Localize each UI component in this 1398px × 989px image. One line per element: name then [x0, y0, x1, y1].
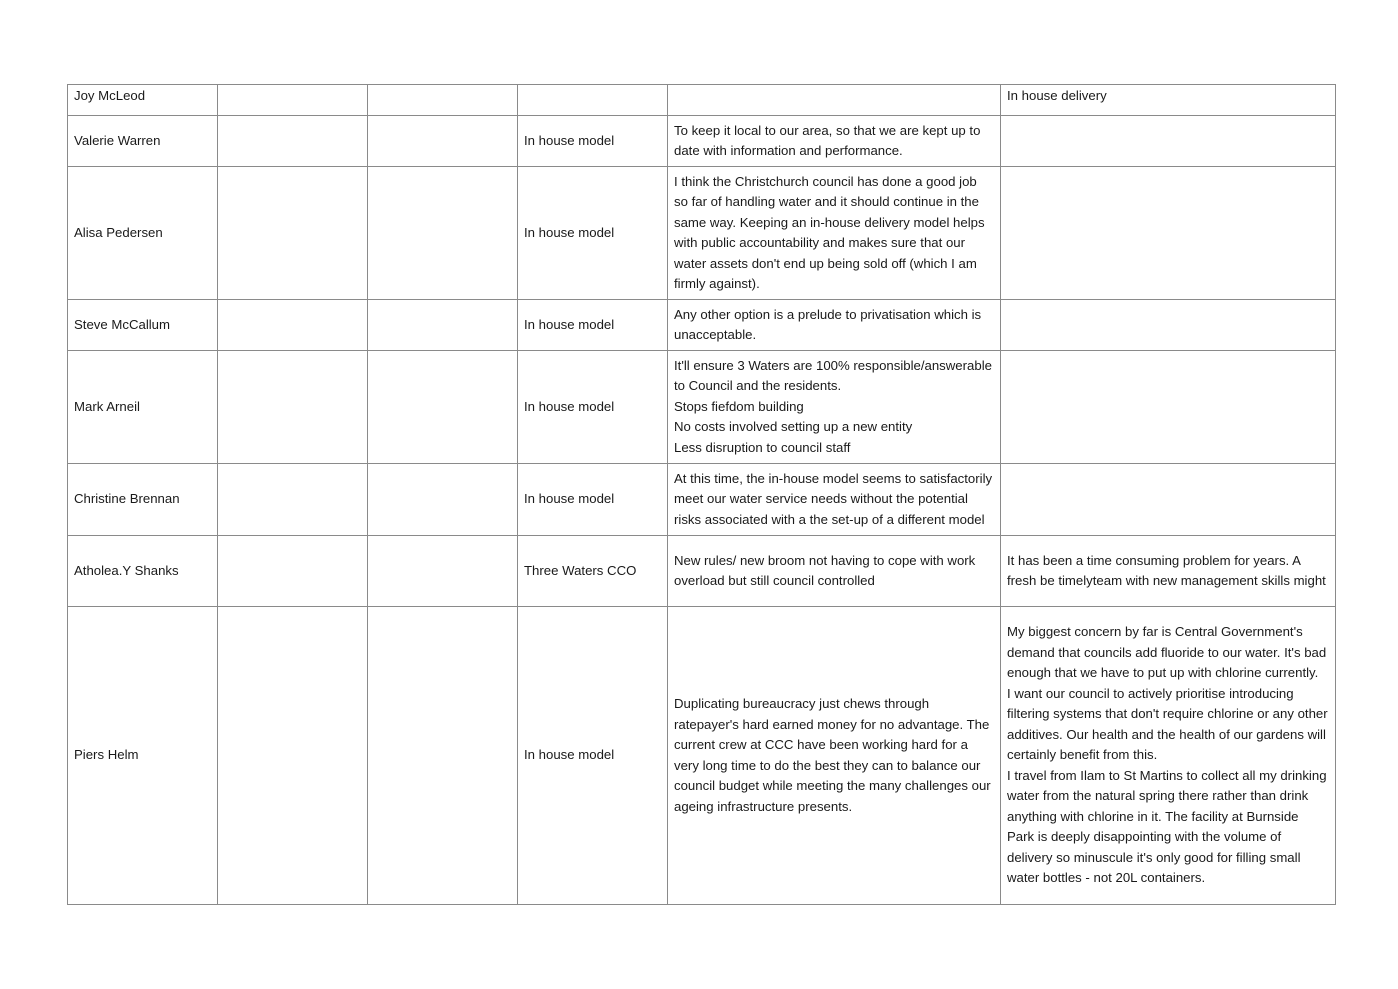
- empty-cell: [218, 116, 368, 167]
- submitter-name-cell: Alisa Pedersen: [68, 167, 218, 300]
- empty-cell: [218, 607, 368, 905]
- reason-cell: I think the Christchurch council has done a good job so far of handling water and it should continue in the same way. Keeping an in-house delivery model helps with public accountability and makes sure that our water assets don't end up being sold off (which I am firmly against).: [668, 167, 1001, 300]
- reason-cell: It'll ensure 3 Waters are 100% responsible/answerable to Council and the residents. Stops fiefdom building No costs involved setting up a new entity Less disruption to council staff: [668, 351, 1001, 464]
- comment-cell: My biggest concern by far is Central Government's demand that councils add fluoride to our water. It's bad enough that we have to put up with chlorine currently. I want our council to actively prioritise introducing filtering systems that don't require chlorine or any other additives. Our health and the health of our gardens will certainly benefit from this. I travel from Ilam to St Martins to collect all my drinking water from the natural spring there rather than drink anything with chlorine in it. The facility at Burnside Park is deeply disappointing with the volume of delivery so minuscule it's only good for filling small water bottles - not 20L containers.: [1001, 607, 1336, 905]
- table-row: [68, 116, 1336, 167]
- table-row: [68, 607, 1336, 905]
- submitter-name-cell: Joy McLeod: [68, 85, 218, 116]
- table-row: [68, 300, 1336, 351]
- table-row: [68, 167, 1336, 300]
- comment-cell: [1001, 464, 1336, 536]
- empty-cell: [218, 300, 368, 351]
- table-row: [68, 351, 1336, 464]
- submitter-name-cell: Christine Brennan: [68, 464, 218, 536]
- empty-cell: [218, 85, 368, 116]
- preferred-option-cell: [518, 85, 668, 116]
- empty-cell: [368, 351, 518, 464]
- preferred-option-cell: Three Waters CCO: [518, 536, 668, 607]
- comment-cell: [1001, 116, 1336, 167]
- submitter-name-cell: Atholea.Y Shanks: [68, 536, 218, 607]
- submitter-name-cell: Mark Arneil: [68, 351, 218, 464]
- preferred-option-cell: In house model: [518, 300, 668, 351]
- reason-cell: [668, 85, 1001, 116]
- table-row: [68, 85, 1336, 116]
- preferred-option-cell: In house model: [518, 607, 668, 905]
- table-row: [68, 464, 1336, 536]
- empty-cell: [218, 536, 368, 607]
- empty-cell: [368, 536, 518, 607]
- empty-cell: [368, 464, 518, 536]
- comment-cell: In house delivery: [1001, 85, 1336, 116]
- preferred-option-cell: In house model: [518, 116, 668, 167]
- preferred-option-cell: In house model: [518, 351, 668, 464]
- reason-cell: Any other option is a prelude to privatisation which is unacceptable.: [668, 300, 1001, 351]
- reason-cell: To keep it local to our area, so that we are kept up to date with information and performance.: [668, 116, 1001, 167]
- reason-cell: At this time, the in-house model seems to satisfactorily meet our water service needs without the potential risks associated with a the set-up of a different model: [668, 464, 1001, 536]
- preferred-option-cell: In house model: [518, 464, 668, 536]
- comment-cell: It has been a time consuming problem for years. A fresh be timelyteam with new management skills might: [1001, 536, 1336, 607]
- table-row: [68, 536, 1336, 607]
- reason-cell: New rules/ new broom not having to cope with work overload but still council controlled: [668, 536, 1001, 607]
- comment-cell: [1001, 351, 1336, 464]
- empty-cell: [368, 85, 518, 116]
- empty-cell: [368, 300, 518, 351]
- empty-cell: [218, 351, 368, 464]
- empty-cell: [218, 167, 368, 300]
- reason-cell: Duplicating bureaucracy just chews through ratepayer's hard earned money for no advantage. The current crew at CCC have been working hard for a very long time to do the best they can to balance our council budget while meeting the many challenges our ageing infrastructure presents.: [668, 607, 1001, 905]
- submissions-table: [67, 84, 1336, 905]
- empty-cell: [218, 464, 368, 536]
- submitter-name-cell: Steve McCallum: [68, 300, 218, 351]
- empty-cell: [368, 607, 518, 905]
- comment-cell: [1001, 300, 1336, 351]
- empty-cell: [368, 167, 518, 300]
- preferred-option-cell: In house model: [518, 167, 668, 300]
- submitter-name-cell: Piers Helm: [68, 607, 218, 905]
- comment-cell: [1001, 167, 1336, 300]
- submitter-name-cell: Valerie Warren: [68, 116, 218, 167]
- empty-cell: [368, 116, 518, 167]
